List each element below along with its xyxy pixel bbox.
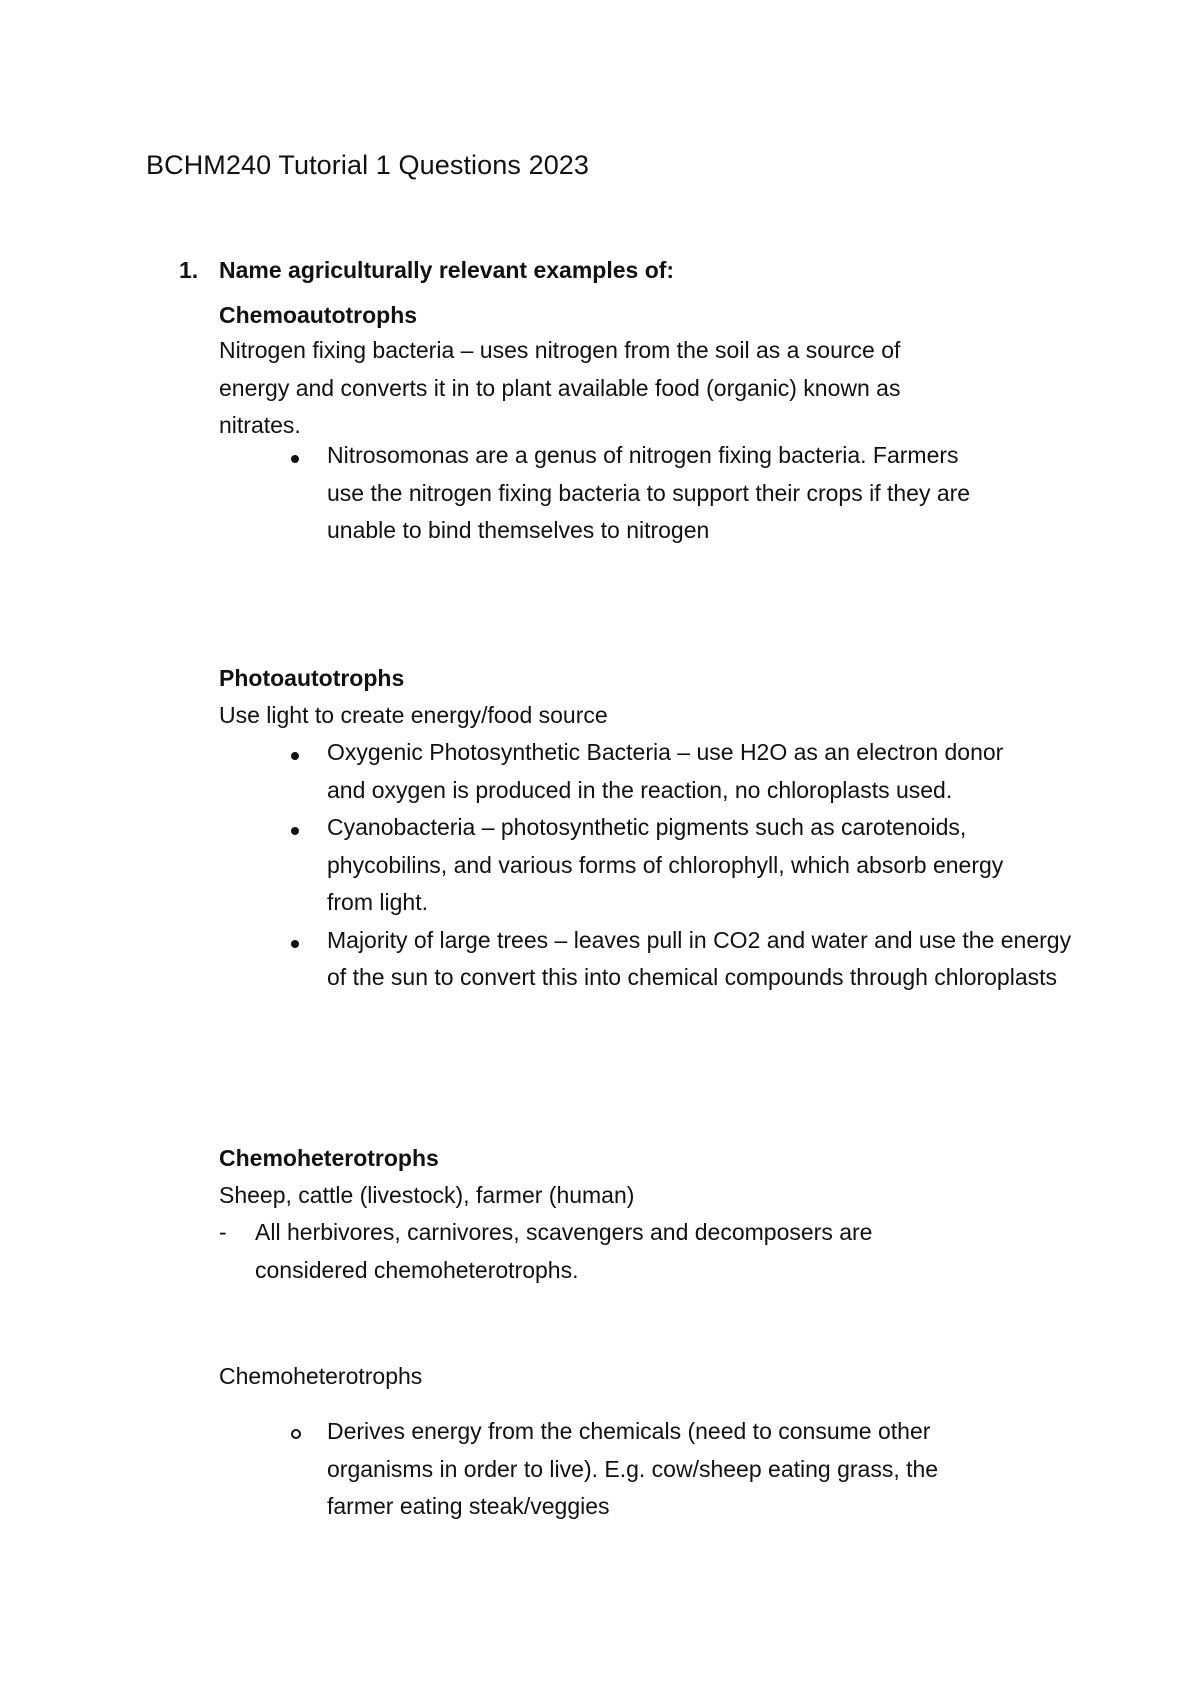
chemoheterotrophs-circle-list [219,1413,1079,1526]
list-item [219,809,1079,922]
photoautotrophs-paragraph: Use light to create energy/food source [219,702,608,728]
chemoautotrophs-paragraph: Nitrogen fixing bacteria – uses nitrogen from the soil as a source of energy and converts it in to plant available food (organic) known as nitrates. [219,337,901,438]
dash-list-item [219,1214,959,1289]
question-number: 1. [179,257,199,283]
photoautotrophs-bullet-list [219,734,1079,997]
dash-marker: - [219,1219,227,1245]
list-item-text: Nitrosomonas are a genus of nitrogen fixing bacteria. Farmers use the nitrogen fixing bacteria to support their crops if they are unable to bind themselves to nitrogen [327,442,971,543]
section-heading-photoautotrophs: Photoautotrophs [219,665,405,691]
section-heading-chemoautotrophs: Chemoautotrophs [219,302,418,328]
circle-bullet-icon [291,1413,301,1451]
chemoautotrophs-bullet-list [219,437,1079,550]
list-item [219,922,1079,997]
section-heading-chemoheterotrophs-note: Chemoheterotrophs [219,1363,423,1389]
bullet-icon [291,437,299,475]
dash-item-text: All herbivores, carnivores, scavengers and decomposers are considered chemoheterotrophs. [255,1219,873,1283]
list-item [219,734,1079,809]
chemoheterotrophs-paragraph: Sheep, cattle (livestock), farmer (human) [219,1182,635,1208]
list-item [219,437,1079,550]
question-text: Name agriculturally relevant examples of: [219,257,675,283]
list-item-text: Cyanobacteria – photosynthetic pigments such as carotenoids, phycobilins, and various forms of chlorophyll, which absorb energy from light. [327,814,1004,915]
section-heading-chemoheterotrophs: Chemoheterotrophs [219,1145,439,1171]
bullet-icon [291,809,299,847]
list-item-text: Oxygenic Photosynthetic Bacteria – use H2O as an electron donor and oxygen is produced in the reaction, no chloroplasts used. [327,739,1004,803]
list-item [219,1413,1079,1526]
bullet-icon [291,922,299,960]
list-item-text: Majority of large trees – leaves pull in CO2 and water and use the energy of the sun to convert this into chemical compounds through chloroplasts [327,926,1072,990]
bullet-icon [291,734,299,772]
list-item-text: Derives energy from the chemicals (need to consume other organisms in order to live). E.g. cow/sheep eating grass, the farmer eating steak/veggies [327,1418,939,1519]
document-title: BCHM240 Tutorial 1 Questions 2023 [146,150,590,180]
